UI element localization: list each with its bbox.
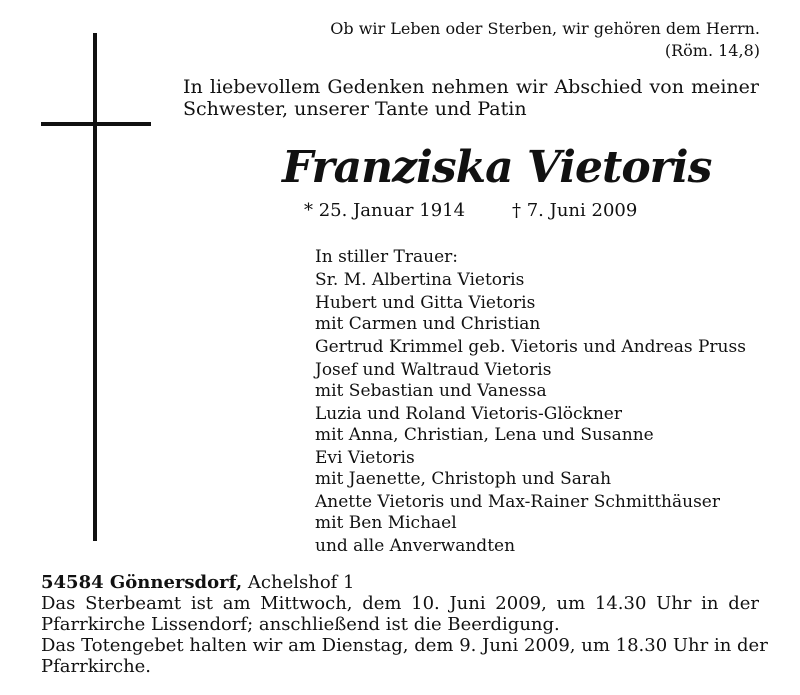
deceased-name: Franziska Vietoris <box>282 142 712 193</box>
mourner-line: mit Anna, Christian, Lena und Susanne <box>315 425 654 445</box>
mourner-line: Luzia und Roland Vietoris-Glöckner <box>315 404 622 424</box>
cross-icon <box>93 33 97 541</box>
verse-text: Ob wir Leben oder Sterben, wir gehören dem Herrn. <box>330 19 760 38</box>
mourner-line: Gertrud Krimmel geb. Vietoris und Andreas Pruss <box>315 337 746 357</box>
mourner-line: mit Ben Michael <box>315 513 457 533</box>
mourner-line: und alle Anverwandten <box>315 536 516 556</box>
service-details <box>41 572 768 677</box>
mourner-group <box>315 270 746 291</box>
mourner-group <box>315 448 746 490</box>
mourner-group <box>315 492 746 534</box>
mourners-heading: In stiller Trauer: <box>315 247 458 267</box>
cross-icon-bar <box>41 122 151 126</box>
mourner-line: mit Sebastian und Vanessa <box>315 381 547 401</box>
address-place: 54584 Gönnersdorf, <box>41 572 243 593</box>
mourner-group <box>315 337 746 358</box>
intro-line: In liebevollem Gedenken nehmen wir Abschied von meiner <box>183 76 759 98</box>
death-date: † 7. Juni 2009 <box>512 200 638 221</box>
prayer-line: Pfarrkirche. <box>41 656 152 677</box>
mourner-group <box>315 360 746 402</box>
mourner-line: mit Carmen und Christian <box>315 314 541 334</box>
address-street: Achelshof 1 <box>242 572 355 593</box>
mourner-line: Evi Vietoris <box>315 448 415 468</box>
mourner-line: Josef und Waltraud Vietoris <box>315 360 552 380</box>
address <box>41 572 759 593</box>
mourner-line: Sr. M. Albertina Vietoris <box>315 270 525 290</box>
bible-verse <box>280 18 760 62</box>
requiem-line: Pfarrkirche Lissendorf; anschließend ist die Beerdigung. <box>41 614 560 635</box>
mourner-group <box>315 404 746 446</box>
birth-date: * 25. Januar 1914 <box>304 200 466 221</box>
mourner-group <box>315 293 746 335</box>
mourner-line: Hubert und Gitta Vietoris <box>315 293 536 313</box>
mourner-line: mit Jaenette, Christoph und Sarah <box>315 469 612 489</box>
verse-reference: (Röm. 14,8) <box>664 41 760 60</box>
intro-text <box>183 76 759 120</box>
mourners-list <box>315 247 746 559</box>
mourner-group <box>315 536 746 557</box>
requiem-line: Das Sterbeamt ist am Mittwoch, dem 10. Juni 2009, um 14.30 Uhr in der <box>41 593 759 614</box>
prayer-line: Das Totengebet halten wir am Dienstag, dem 9. Juni 2009, um 18.30 Uhr in der <box>41 635 768 656</box>
mourner-line: Anette Vietoris und Max-Rainer Schmitthäuser <box>315 492 720 512</box>
intro-line: Schwester, unserer Tante und Patin <box>183 98 527 120</box>
